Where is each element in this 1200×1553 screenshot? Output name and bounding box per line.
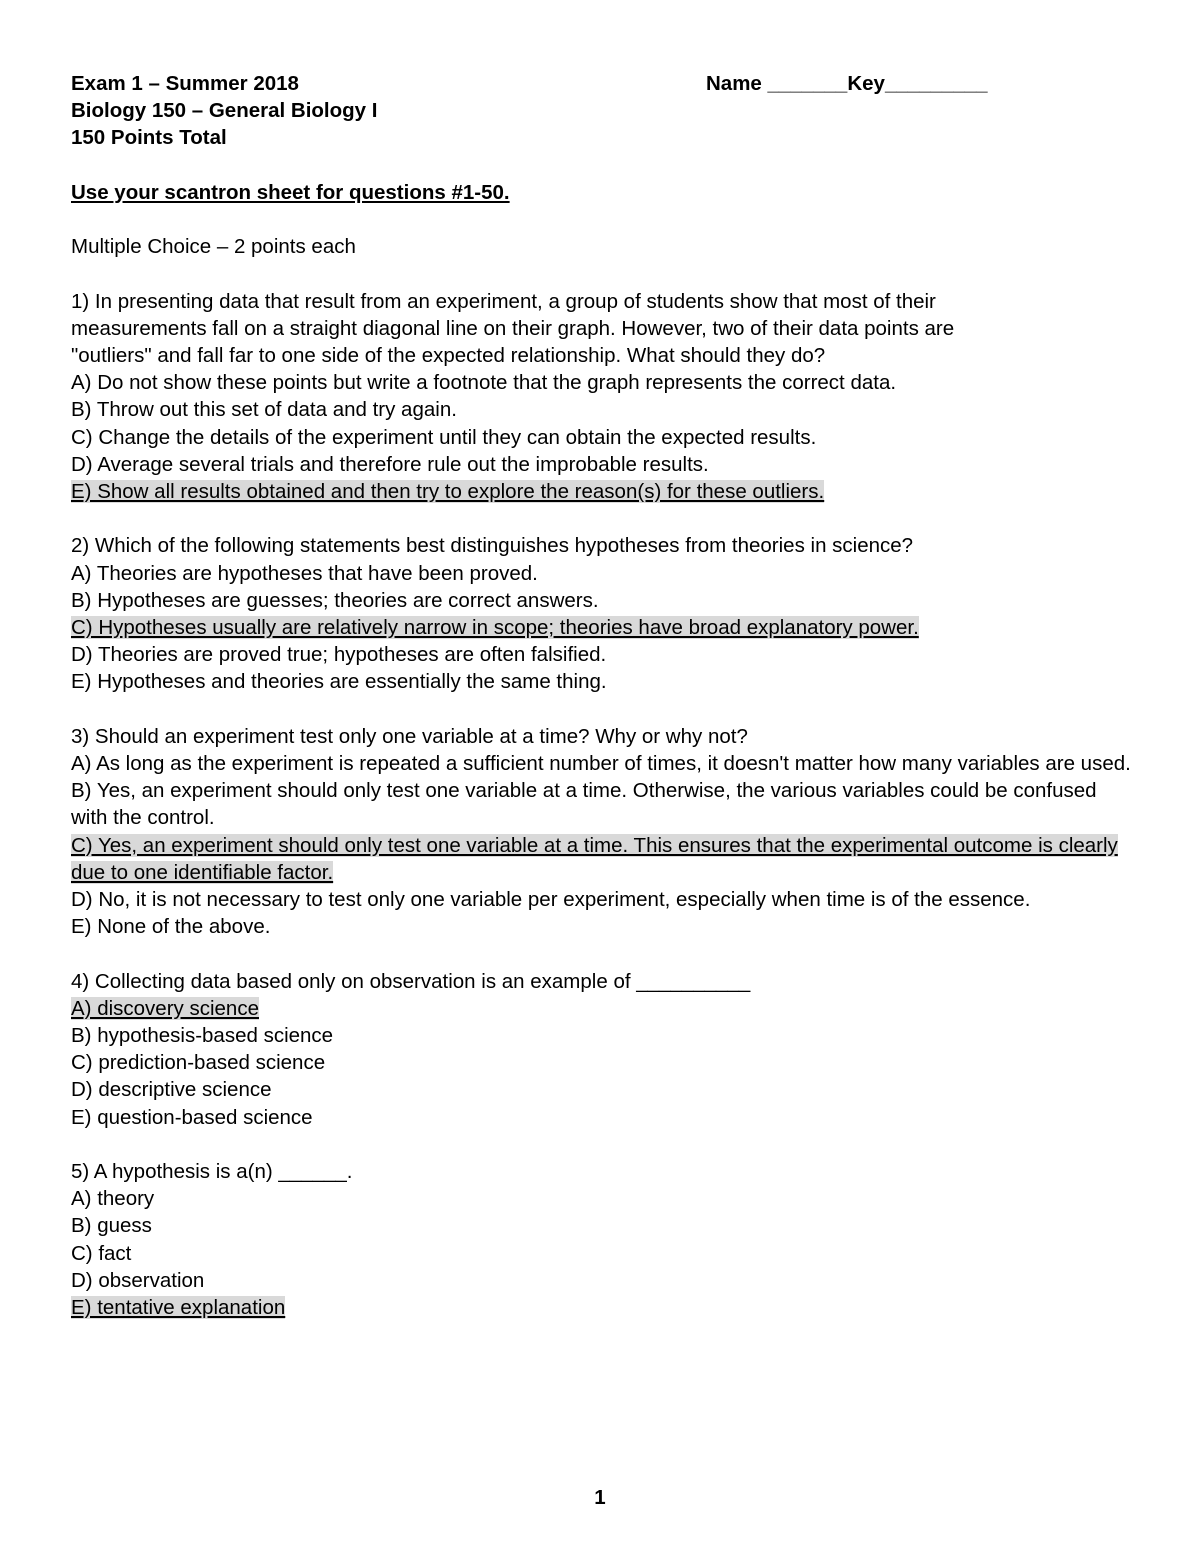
answer-option-text: E) Hypotheses and theories are essentially the same thing. [71, 670, 607, 694]
section-heading: Multiple Choice – 2 points each [71, 235, 356, 259]
answer-option-text: C) Change the details of the experiment until they can obtain the expected results. [71, 425, 817, 449]
answer-option-correct [71, 1294, 1131, 1321]
question-stem: 3) Should an experiment test only one variable at a time? Why or why not? [71, 724, 748, 748]
answer-option-text: B) hypothesis-based science [71, 1024, 334, 1047]
answer-option-text: D) observation [71, 1268, 205, 1292]
question-stem: 4) Collecting data based only on observation is an example of __________ [71, 969, 751, 993]
answer-option-text: B) Yes, an experiment should only test one variable at a time. Otherwise, the various variables could be confused with the control. [71, 779, 1097, 830]
answer-option [71, 886, 1131, 913]
answer-option [71, 587, 1131, 614]
scantron-instructions: Use your scantron sheet for questions #1-50. [71, 180, 510, 204]
answer-option-text: A) Theories are hypotheses that have been proved. [71, 561, 538, 585]
question-stem: measurements fall on a straight diagonal line on their graph. However, two of their data points are [71, 316, 955, 340]
answer-option [71, 424, 1131, 451]
answer-option [71, 1212, 1131, 1239]
answer-option-text: C) Yes, an experiment should only test one variable at a time. This ensures that the experimental outcome is clearly due to one identifiable factor. [71, 833, 1118, 884]
answer-option [71, 1049, 1131, 1076]
answer-option [71, 750, 1131, 777]
answer-option-correct [71, 832, 1131, 886]
answer-option-text: A) As long as the experiment is repeated a sufficient number of times, it doesn't matter how many variables are used. [71, 751, 1131, 775]
answer-option-text: E) None of the above. [71, 915, 271, 939]
answer-option [71, 777, 1131, 831]
answer-option-text: E) question-based science [71, 1105, 313, 1129]
answer-option [71, 668, 1131, 695]
answer-option [71, 913, 1131, 940]
answer-option-correct [71, 614, 1131, 641]
answer-option [71, 1022, 1131, 1049]
answer-option-text: D) No, it is not necessary to test only one variable per experiment, especially when time is of the essence. [71, 888, 1031, 911]
answer-option [71, 560, 1131, 587]
answer-option-text: D) descriptive science [71, 1078, 272, 1102]
answer-option-text: B) guess [71, 1214, 152, 1238]
question-2 [71, 532, 1131, 695]
answer-option-text: B) Throw out this set of data and try again. [71, 398, 457, 422]
answer-option-correct [71, 478, 1131, 505]
header-row [71, 70, 1131, 97]
answer-option [71, 369, 1131, 396]
answer-option-text: E) tentative explanation [71, 1296, 286, 1320]
answer-option [71, 1185, 1131, 1212]
answer-option-correct [71, 995, 1131, 1022]
name-field-label: Name _______Key_________ [706, 72, 988, 95]
answer-option-text: C) prediction-based science [71, 1051, 326, 1075]
answer-option-text: D) Average several trials and therefore rule out the improbable results. [71, 452, 709, 476]
answer-option-text: D) Theories are proved true; hypotheses are often falsified. [71, 643, 607, 667]
exam-page [71, 70, 1131, 1321]
question-stem: 2) Which of the following statements best distinguishes hypotheses from theories in science? [71, 534, 914, 558]
answer-option-text: B) Hypotheses are guesses; theories are correct answers. [71, 588, 599, 612]
answer-option [71, 396, 1131, 423]
questions-list [71, 288, 1131, 1322]
question-3 [71, 723, 1131, 941]
answer-option [71, 1267, 1131, 1294]
answer-option [71, 1076, 1131, 1103]
question-4 [71, 968, 1131, 1131]
answer-option-text: E) Show all results obtained and then try to explore the reason(s) for these outliers. [71, 479, 825, 503]
page-number: 1 [594, 1486, 606, 1509]
question-stem: 1) In presenting data that result from an experiment, a group of students show that most of their [71, 289, 936, 313]
answer-option-text: C) Hypotheses usually are relatively narrow in scope; theories have broad explanatory power. [71, 615, 919, 639]
answer-option [71, 1104, 1131, 1131]
answer-option [71, 1240, 1131, 1267]
question-stem: 5) A hypothesis is a(n) ______. [71, 1160, 353, 1183]
question-5 [71, 1158, 1131, 1321]
answer-option [71, 641, 1131, 668]
answer-option-text: C) fact [71, 1241, 132, 1265]
answer-option-text: A) Do not show these points but write a footnote that the graph represents the correct data. [71, 371, 897, 395]
answer-option [71, 451, 1131, 478]
answer-option-text: A) theory [71, 1187, 155, 1211]
points-total: 150 Points Total [71, 126, 227, 150]
answer-option-text: A) discovery science [71, 996, 259, 1020]
question-stem: "outliers" and fall far to one side of the expected relationship. What should they do? [71, 343, 826, 367]
exam-title: Exam 1 – Summer 2018 [71, 72, 299, 95]
question-1 [71, 288, 1131, 506]
course-title: Biology 150 – General Biology I [71, 99, 378, 123]
